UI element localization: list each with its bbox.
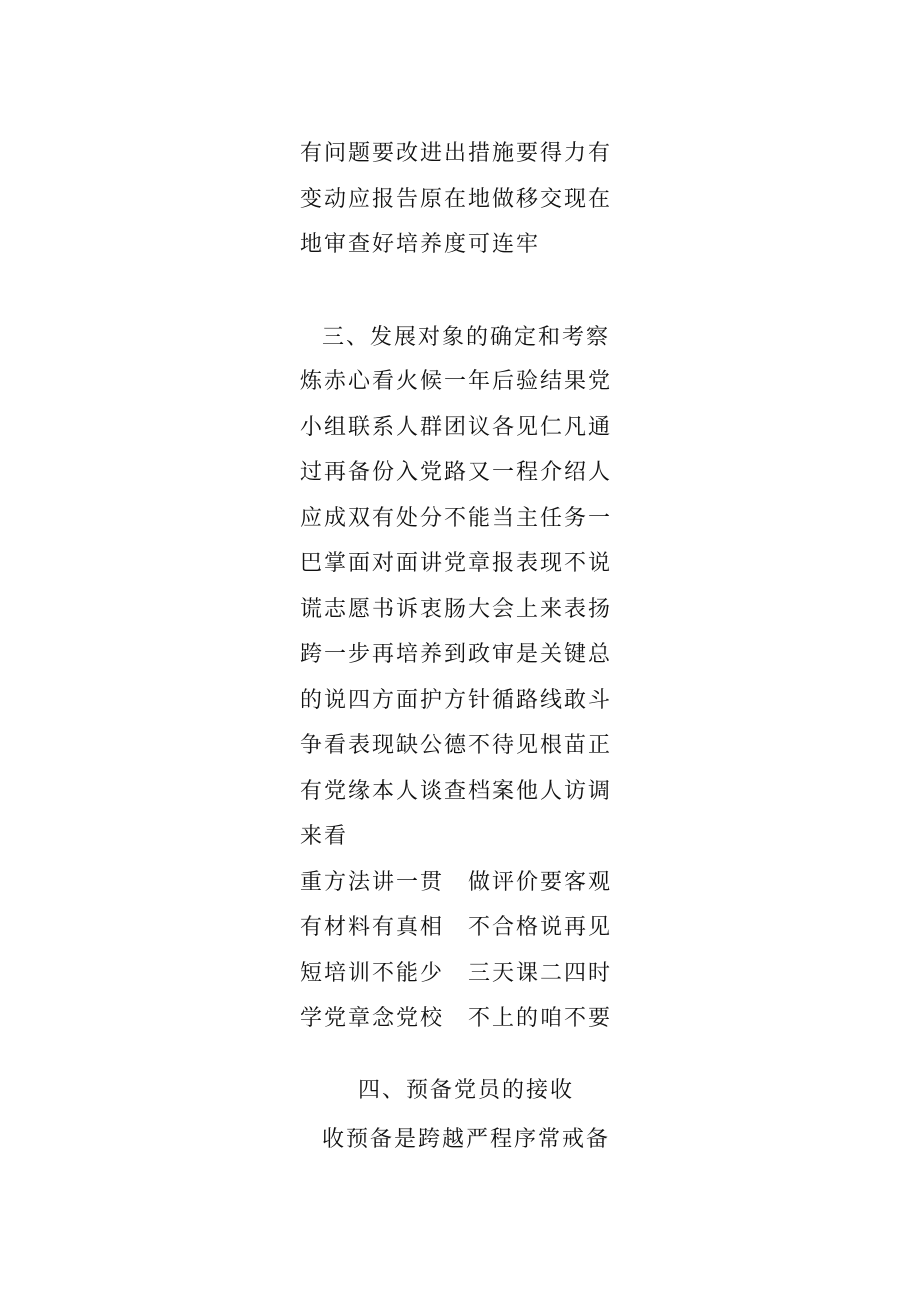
verse-left: 学党章念党校 xyxy=(300,1006,445,1031)
verse-right: 不上的咱不要 xyxy=(468,1006,613,1031)
verse-left: 有材料有真相 xyxy=(300,915,445,940)
verse-right: 做评价要客观 xyxy=(468,869,613,895)
text-line: 有党缘本人谈查档案他人访调 xyxy=(300,778,613,804)
text-line: 谎志愿书诉衷肠大会上来表扬 xyxy=(300,596,613,622)
verse-row xyxy=(300,951,620,997)
text-line: 炼赤心看火候一年后验结果党 xyxy=(300,369,613,394)
verse-row xyxy=(300,996,620,1042)
section-3-body xyxy=(300,359,620,1042)
text-line: 跨一步再培养到政审是关键总 xyxy=(300,642,613,667)
text-line: 过再备份入党路又一程介绍人 xyxy=(300,460,613,485)
text-line: 巴掌面对面讲党章报表现不说 xyxy=(300,551,613,576)
verse-row xyxy=(300,905,620,951)
paragraph-block-1 xyxy=(300,131,620,268)
verse-left: 重方法讲一贯 xyxy=(300,869,445,895)
text-line: 应成双有处分不能当主任务一 xyxy=(300,505,613,531)
text-line: 争看表现缺公德不待见根苗正 xyxy=(300,733,613,758)
section-4-first-line: 收预备是跨越严程序常戒备 xyxy=(322,1127,611,1152)
text-line: 地审查好培养度可连牢 xyxy=(300,232,541,257)
verse-row xyxy=(300,860,620,906)
text-line: 来看 xyxy=(300,824,349,849)
text-line: 变动应报告原在地做移交现在 xyxy=(300,186,613,212)
text-line: 的说四方面护方针循路线敢斗 xyxy=(300,687,613,713)
verse-left: 短培训不能少 xyxy=(300,960,445,986)
section-3-heading: 三、发展对象的确定和考察 xyxy=(322,325,611,350)
text-line: 有问题要改进出措施要得力有 xyxy=(300,141,613,166)
verse-right: 不合格说再见 xyxy=(468,915,613,940)
verse-right: 三天课二四时 xyxy=(468,960,613,986)
text-line: 小组联系人群团议各见仁凡通 xyxy=(300,414,613,440)
section-4-heading: 四、预备党员的接收 xyxy=(358,1078,575,1103)
